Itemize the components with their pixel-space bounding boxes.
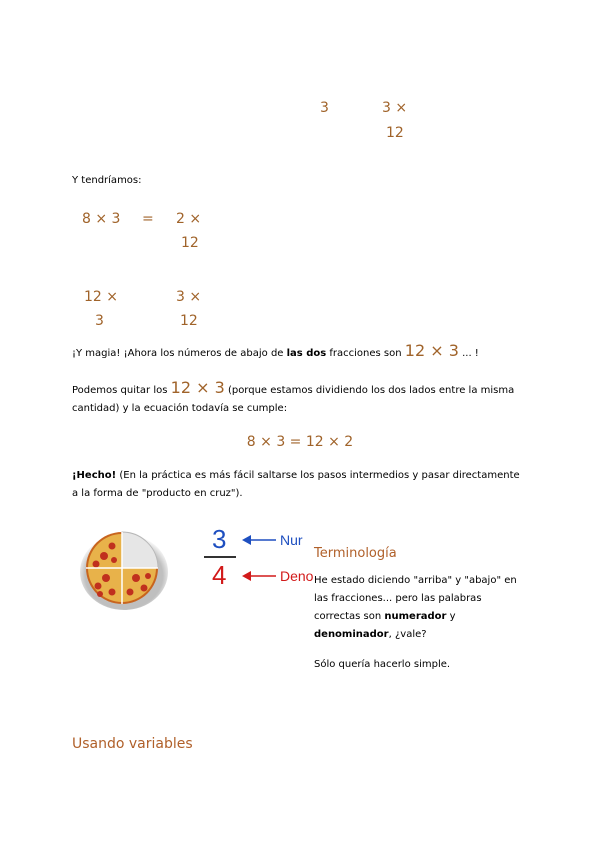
magic-bold: las dos	[286, 348, 327, 359]
eq1-left-denominator: 12 ×	[84, 289, 118, 305]
arrow-left-red-icon	[242, 570, 278, 582]
terminology-line-1: He estado diciendo "arriba" y "abajo" en	[314, 575, 517, 586]
top-right-denominator: 12	[386, 125, 404, 141]
remove-math: 12 × 3	[170, 378, 225, 397]
section-heading-variables: Usando variables	[72, 736, 193, 752]
pizza-icon	[78, 528, 168, 610]
terminology-line-3: correctas son	[314, 611, 385, 622]
magic-text-before: ¡Y magia! ¡Ahora los números de abajo de	[72, 348, 287, 359]
terminology-line-3-after: y	[446, 611, 456, 622]
fraction-denominator: 4	[212, 560, 227, 590]
done-text: (En la práctica es más fácil saltarse los pasos intermedios y pasar directamente	[116, 470, 520, 481]
done-line-2: a la forma de "producto en cruz").	[72, 488, 243, 499]
intro-line: Y tendríamos:	[72, 175, 142, 186]
eq1-left-numerator: 8 × 3	[82, 211, 121, 227]
terminology-paragraph-2: Sólo quería hacerlo simple.	[314, 659, 451, 670]
terminology-line-2: las fracciones... pero las palabras	[314, 593, 482, 604]
eq1-right-denominator: 12	[181, 235, 199, 251]
eq1-equals: =	[142, 211, 154, 227]
top-right-numerator: 3 ×	[382, 100, 408, 116]
remove-line-2: cantidad) y la ecuación todavía se cumple:	[72, 403, 288, 414]
remove-text-before: Podemos quitar los	[72, 385, 171, 396]
top-left-number: 3	[320, 100, 329, 116]
magic-math: 12 × 3	[404, 341, 459, 360]
magic-text-after: fracciones son	[326, 348, 405, 359]
magic-line	[72, 342, 479, 363]
arrow-left-blue-icon	[242, 534, 278, 546]
done-paragraph	[72, 467, 542, 503]
term-denominador: denominador	[314, 629, 389, 640]
term-numerador: numerador	[384, 611, 447, 622]
magic-tail: ... !	[458, 348, 479, 359]
denominator-label: Deno	[280, 568, 314, 584]
remove-paragraph	[72, 379, 542, 418]
done-bold: ¡Hecho!	[72, 470, 117, 481]
terminology-paragraph-1	[314, 572, 544, 644]
eq1-right-numerator: 2 ×	[176, 211, 202, 227]
result-equation: 8 × 3 = 12 × 2	[246, 434, 354, 450]
terminology-title: Terminología	[314, 546, 397, 561]
fraction-bar	[204, 556, 236, 558]
eq1-right-den-denominator: 12	[180, 313, 198, 329]
fraction-numerator: 3	[212, 524, 227, 554]
eq1-right-den-numerator: 3 ×	[176, 289, 202, 305]
eq1-left-denominator-2: 3	[95, 313, 104, 329]
terminology-line-4-after: , ¿vale?	[388, 629, 427, 640]
pizza-image	[78, 528, 168, 610]
numerator-label: Nur	[280, 532, 303, 548]
remove-text-after: (porque estamos dividiendo los dos lados entre la misma	[224, 385, 515, 396]
fraction-diagram	[198, 524, 314, 594]
